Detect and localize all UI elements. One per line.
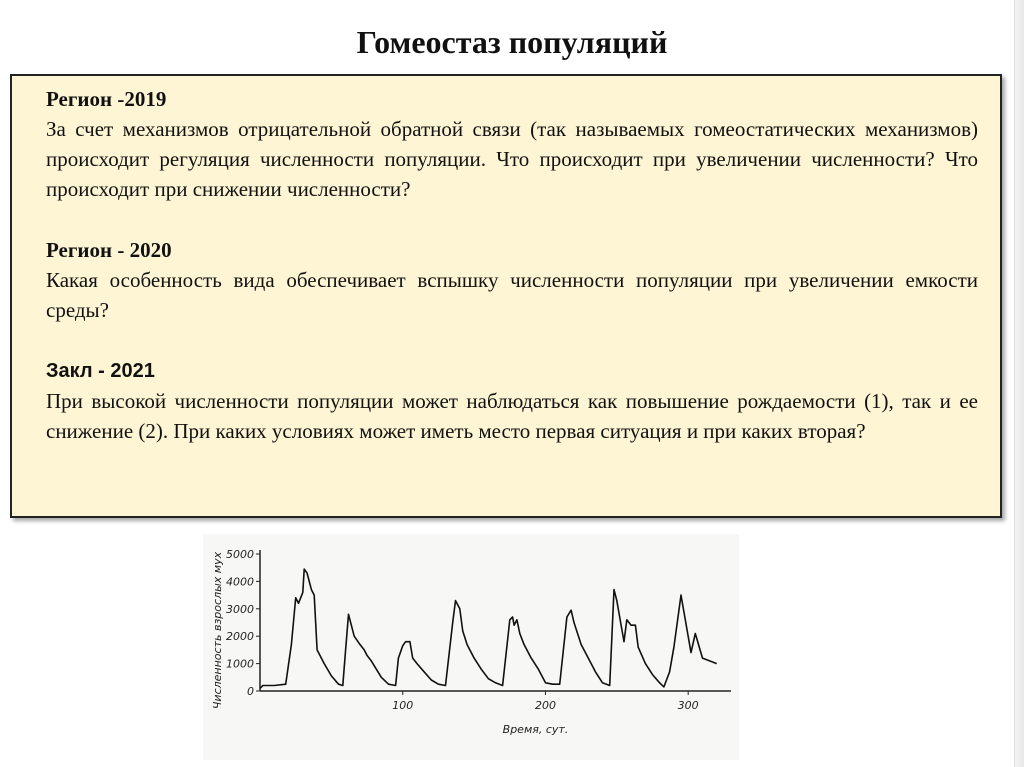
x-tick-label: 200 bbox=[534, 699, 556, 712]
population-chart bbox=[203, 534, 739, 760]
questions-box bbox=[10, 74, 1002, 518]
section-text-region-2019: За счет механизмов отрицательной обратной связи (так называемых гомеостатических механизмов) происходит регуляция численности популяции. Что происходит при увеличении численности? Что происходит при снижении численности? bbox=[46, 117, 978, 201]
x-tick-label: 300 bbox=[677, 699, 699, 712]
page-title: Гомеостаз популяций bbox=[356, 24, 668, 60]
y-tick-label: 1000 bbox=[226, 657, 254, 671]
section-text-zakl-2021: При высокой численности популяции может наблюдаться как повышение рождаемости (1), так и ее снижение (2). При каких условиях может иметь место первая ситуация и при каких вторая? bbox=[46, 389, 978, 443]
y-tick-label: 4000 bbox=[226, 575, 254, 589]
slide-edge bbox=[1014, 0, 1024, 767]
population-series-line bbox=[260, 569, 717, 688]
section-heading-zakl-2021: Закл - 2021 bbox=[46, 360, 155, 382]
y-tick-label: 0 bbox=[247, 685, 254, 698]
y-axis-title: Численность взрослых мух bbox=[211, 551, 224, 710]
x-axis-title: Время, сут. bbox=[502, 723, 569, 736]
y-tick-label: 3000 bbox=[226, 602, 254, 616]
section-heading-region-2019: Регион -2019 bbox=[46, 87, 167, 111]
y-tick-label: 2000 bbox=[226, 630, 254, 644]
section-heading-region-2020: Регион - 2020 bbox=[46, 238, 172, 262]
population-chart-svg bbox=[203, 534, 739, 760]
y-tick-label: 5000 bbox=[226, 548, 254, 561]
x-tick-label: 100 bbox=[392, 699, 414, 712]
section-text-region-2020: Какая особенность вида обеспечивает вспышку численности популяции при увеличении емкости среды? bbox=[46, 268, 978, 322]
